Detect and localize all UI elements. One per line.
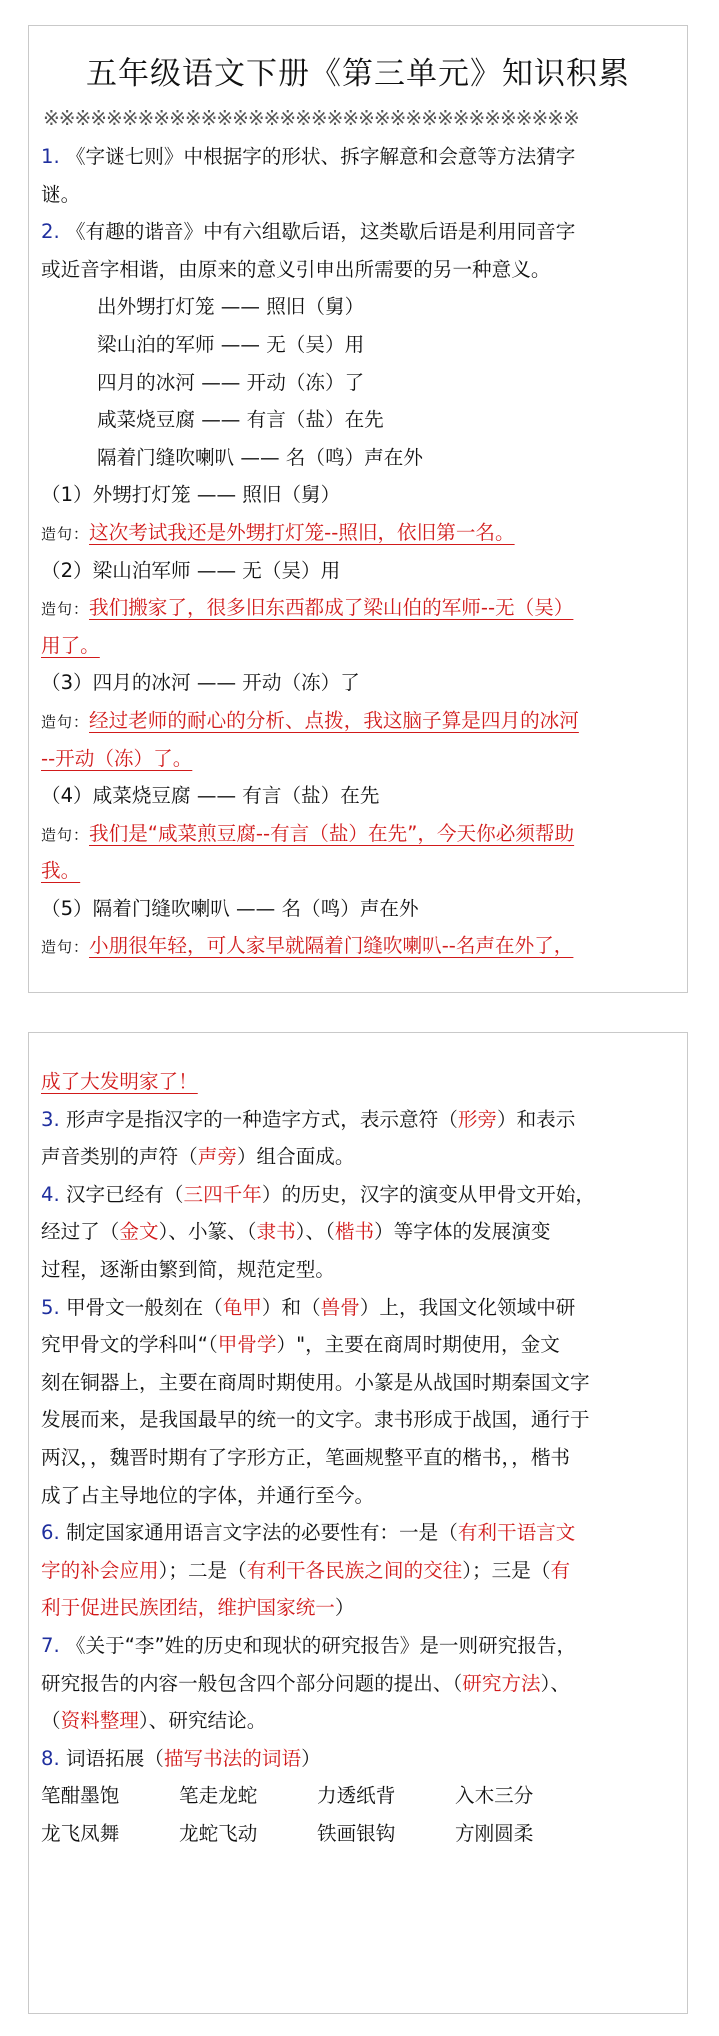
item-5-line-1 [41,1289,675,1327]
item-4-line-2 [41,1213,675,1251]
example-text: 我。 [41,859,81,883]
item-text: 《关于“李”姓的历史和现状的研究报告》是一则研究报告， [65,1633,577,1657]
item-text: 形声字是指汉字的一种造字方式，表示意符（ [65,1107,458,1131]
answer-text: 描写书法的词语 [163,1746,302,1770]
sentence-2-example [41,589,675,627]
item-5-line-2 [41,1326,675,1364]
item-text: 词语拓展（ [65,1746,164,1770]
item-text: （ [41,1709,61,1733]
item-text: ）和表示 [497,1107,576,1131]
answer-text: 楷书 [334,1220,375,1244]
sentence-3-example-cont [41,740,675,778]
item-text: 经过了（ [41,1220,120,1244]
words-row-2 [41,1815,675,1853]
item-text: ）和（ [261,1295,321,1319]
example-text: 小朋很年轻，可人家早就隔着门缝吹喇叭--名声在外了， [89,934,574,958]
sentence-4-example-cont [41,852,675,890]
item-5-line-4: 发展而来，是我国最早的统一的文字。隶书形成于战国，通行于 [41,1408,590,1432]
item-text: ） [334,1596,355,1620]
answer-text: 资料整理 [60,1709,139,1733]
item-text: 究甲骨文的学科叫“（ [41,1333,218,1357]
item-text: 制定国家通用语言文字法的必要性有：一是（ [65,1521,458,1545]
content-block-1 [41,138,675,965]
sentence-1-question: （1）外甥打灯笼 —— 照旧（舅） [41,483,341,507]
answer-text: 利于促进民族团结，维护国家统一 [41,1596,335,1620]
sentence-5-question: （5）隔着门缝吹喇叭 —— 名（鸣）声在外 [41,896,419,920]
item-number: 3. [41,1107,60,1131]
item-text: 研究报告的内容一般包含四个部分问题的提出、（ [41,1671,463,1695]
item-text: 声音类别的声符（ [41,1145,198,1169]
item-7-line-1 [41,1627,675,1665]
item-number: 6. [41,1521,60,1545]
sentence-2-question: （2）梁山泊军师 —— 无（吴）用 [41,558,341,582]
item-7-line-3 [41,1702,675,1740]
example-text: 我们搬家了，很多旧东西都成了梁山伯的军师--无（吴） [89,596,574,620]
item-5-line-6: 成了占主导地位的字体，并通行至今。 [41,1483,375,1507]
sentence-4-example [41,815,675,853]
item-text: ） [301,1746,321,1770]
word-item: 入木三分 [455,1784,534,1808]
example-text: --开动（冻）了。 [41,746,193,770]
answer-text: 有利干语言文 [457,1521,576,1545]
item-text: ）上，我国文化领域中研 [359,1295,576,1319]
sentence-3-question: （3）四月的冰河 —— 开动（冻）了 [41,671,360,695]
item-text: ）组合面成。 [236,1145,355,1169]
item-text: 汉字已经有（ [65,1182,184,1206]
answer-text: 三四千年 [183,1182,262,1206]
sentence-3-example [41,702,675,740]
item-1-line-2: 谜。 [41,182,81,206]
item-text: 甲骨文一般刻在（ [65,1295,223,1319]
answer-text: 有利干各民族之间的交往 [246,1558,463,1582]
answer-text: 金文 [119,1220,159,1244]
sentence-5-example [41,927,675,965]
item-6-line-3 [41,1589,675,1627]
idiom-line: 隔着门缝吹喇叭 —— 名（鸣）声在外 [97,445,423,469]
item-3-line-1 [41,1101,675,1139]
item-text: ）、 [540,1671,571,1695]
zaoju-label: 造句： [41,825,90,844]
answer-text: 研究方法 [462,1671,541,1695]
word-item: 铁画银钩 [317,1821,396,1845]
item-7-line-2 [41,1665,675,1703]
answer-text: 形旁 [457,1107,497,1131]
item-number: 5. [41,1295,60,1319]
sentence-1-example [41,514,675,552]
item-text: ）、（ [295,1220,335,1244]
idiom-line: 咸菜烧豆腐 —— 有言（盐）在先 [97,408,384,432]
answer-text: 声旁 [197,1145,237,1169]
page-card-1 [28,25,688,993]
word-item: 龙飞凤舞 [41,1821,120,1845]
example-text: 我们是“咸菜煎豆腐--有言（盐）在先”，今天你必须帮助 [89,821,575,845]
item-text: ）的历史，汉字的演变从甲骨文开始， [261,1182,595,1206]
answer-text: 龟甲 [222,1295,262,1319]
example-text: 用了。 [41,633,100,657]
item-text: ）；二是（ [158,1558,247,1582]
word-item: 力透纸背 [317,1784,396,1808]
word-item: 方刚圆柔 [455,1821,534,1845]
word-item: 龙蛇飞动 [179,1821,258,1845]
item-6-line-2 [41,1552,675,1590]
idiom-line: 出外甥打灯笼 —— 照旧（舅） [97,295,365,319]
zaoju-label: 造句： [41,524,90,543]
item-text: 《有趣的谐音》中有六组歇后语，这类歇后语是利用同音字 [65,220,576,244]
item-4-line-3: 过程，逐渐由繁到简，规范定型。 [41,1257,335,1281]
zaoju-label: 造句： [41,712,90,731]
page-card-2 [28,1032,688,2014]
sentence-4-question: （4）咸菜烧豆腐 —— 有言（盐）在先 [41,784,380,808]
item-3-line-2 [41,1138,675,1176]
item-number: 7. [41,1633,60,1657]
sentence-2-example-cont [41,627,675,665]
example-text: 经过老师的耐心的分析、点拨，我这脑子算是四月的冰河 [89,708,579,732]
item-number: 4. [41,1182,60,1206]
item-text: ）；三是（ [462,1558,551,1582]
item-2-line-1 [41,213,675,251]
item-5-line-3: 刻在铜器上，主要在商周时期使用。小篆是从战国时期秦国文字 [41,1370,590,1394]
answer-text: 隶书 [256,1220,296,1244]
zaoju-label: 造句： [41,600,90,619]
words-row-1 [41,1777,675,1815]
page-title: 五年级语文下册《第三单元》知识积累 [86,56,630,92]
answer-text: 字的补会应用 [41,1558,159,1582]
item-text: ）"，主要在商周时期使用，金文 [276,1333,560,1357]
item-2-line-2: 或近音字相谐，由原来的意义引申出所需要的另一种意义。 [41,257,551,281]
example-text: 成了大发明家了！ [41,1070,198,1093]
idiom-line: 梁山泊的军师 —— 无（吴）用 [97,332,365,356]
item-8-line-1 [41,1740,675,1778]
item-number: 2. [41,220,60,244]
word-item: 笔酣墨饱 [41,1784,120,1808]
item-5-line-5: 两汉，，魏晋时期有了字形方正，笔画规整平直的楷书，，楷书 [41,1445,571,1469]
item-4-line-1 [41,1176,675,1214]
item-text: ）、小篆、（ [158,1220,257,1244]
item-text: 《字谜七则》中根据字的形状、拆字解意和会意等方法猜字 [65,145,576,168]
sentence-5-example-cont [41,1063,675,1101]
example-text: 这次考试我还是外甥打灯笼--照旧，依旧第一名。 [89,520,515,544]
item-1-line-1 [41,138,675,176]
item-text: ）、研究结论。 [138,1709,267,1733]
zaoju-label: 造句： [41,938,90,957]
item-6-line-1 [41,1514,675,1552]
decorative-divider: ※※※※※※※※※※※※※※※※※※※※※※※※※※※※※※※※※※ [43,106,579,130]
item-number: 1. [41,145,60,168]
answer-text: 有 [550,1558,571,1582]
answer-text: 甲骨学 [217,1333,277,1357]
word-item: 笔走龙蛇 [179,1784,258,1808]
idiom-line: 四月的冰河 —— 开动（冻）了 [97,370,365,394]
item-text: ）等字体的发展演变 [374,1220,551,1244]
item-number: 8. [41,1746,60,1770]
answer-text: 兽骨 [320,1295,360,1319]
content-block-2 [41,1063,675,1852]
